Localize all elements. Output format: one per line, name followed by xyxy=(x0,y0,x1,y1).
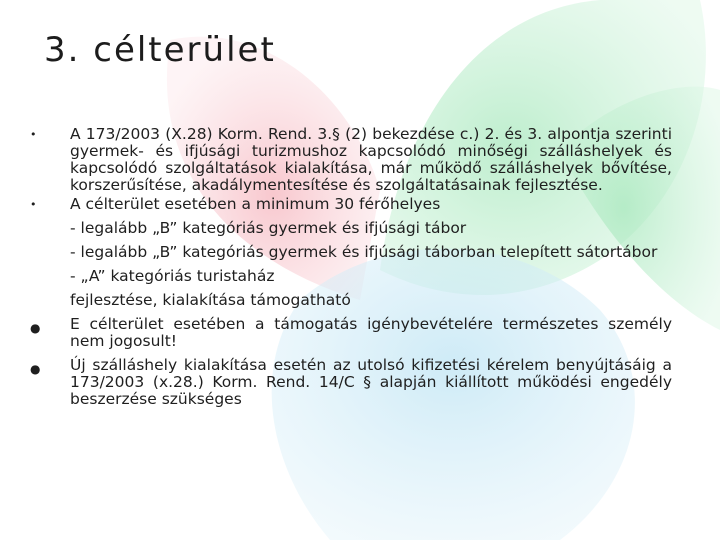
bullet-marker: • xyxy=(30,198,37,211)
bullet-marker: • xyxy=(30,128,37,141)
sub-line: fejlesztése, kialakítása támogatható xyxy=(70,291,351,309)
bullet-marker: ● xyxy=(30,362,41,376)
sub-line: - „A” kategóriás turistaház xyxy=(70,267,275,285)
bullet-item xyxy=(30,357,672,408)
bullet-item xyxy=(30,196,672,213)
bullet-text: A célterület esetében a minimum 30 férőhelyes xyxy=(70,195,441,213)
sub-line: - legalább „B” kategóriás gyermek és ifjúsági táborban telepített sátortábor xyxy=(70,243,658,261)
sub-line: - legalább „B” kategóriás gyermek és ifjúsági tábor xyxy=(70,219,467,237)
bullet-marker: ● xyxy=(30,321,41,335)
bullet-text: A 173/2003 (X.28) Korm. Rend. 3.§ (2) bekezdése c.) 2. és 3. alpontja szerinti gyermek- és ifjúsági turizmushoz kapcsolódó minőségi szálláshelyek és kapcsolódó szolgáltatások kialakítása, már működő szálláshelyek bővítése, korszerűsítése, akadálymentesítése és szolgáltatásainak fejlesztése. xyxy=(70,125,672,194)
slide-title: 3. célterület xyxy=(44,30,276,70)
bullet-text: Új szálláshely kialakítása esetén az utolsó kifizetési kérelem benyújtásáig a 173/2003 (x.28.) Korm. Rend. 14/C § alapján kiállított működési engedély beszerzése szükséges xyxy=(70,356,672,408)
bullet-list xyxy=(30,126,672,408)
bullet-item xyxy=(30,126,672,194)
bullet-item xyxy=(30,316,672,350)
bullet-text: E célterület esetében a támogatás igénybevételére természetes személy nem jogosult! xyxy=(70,315,672,350)
